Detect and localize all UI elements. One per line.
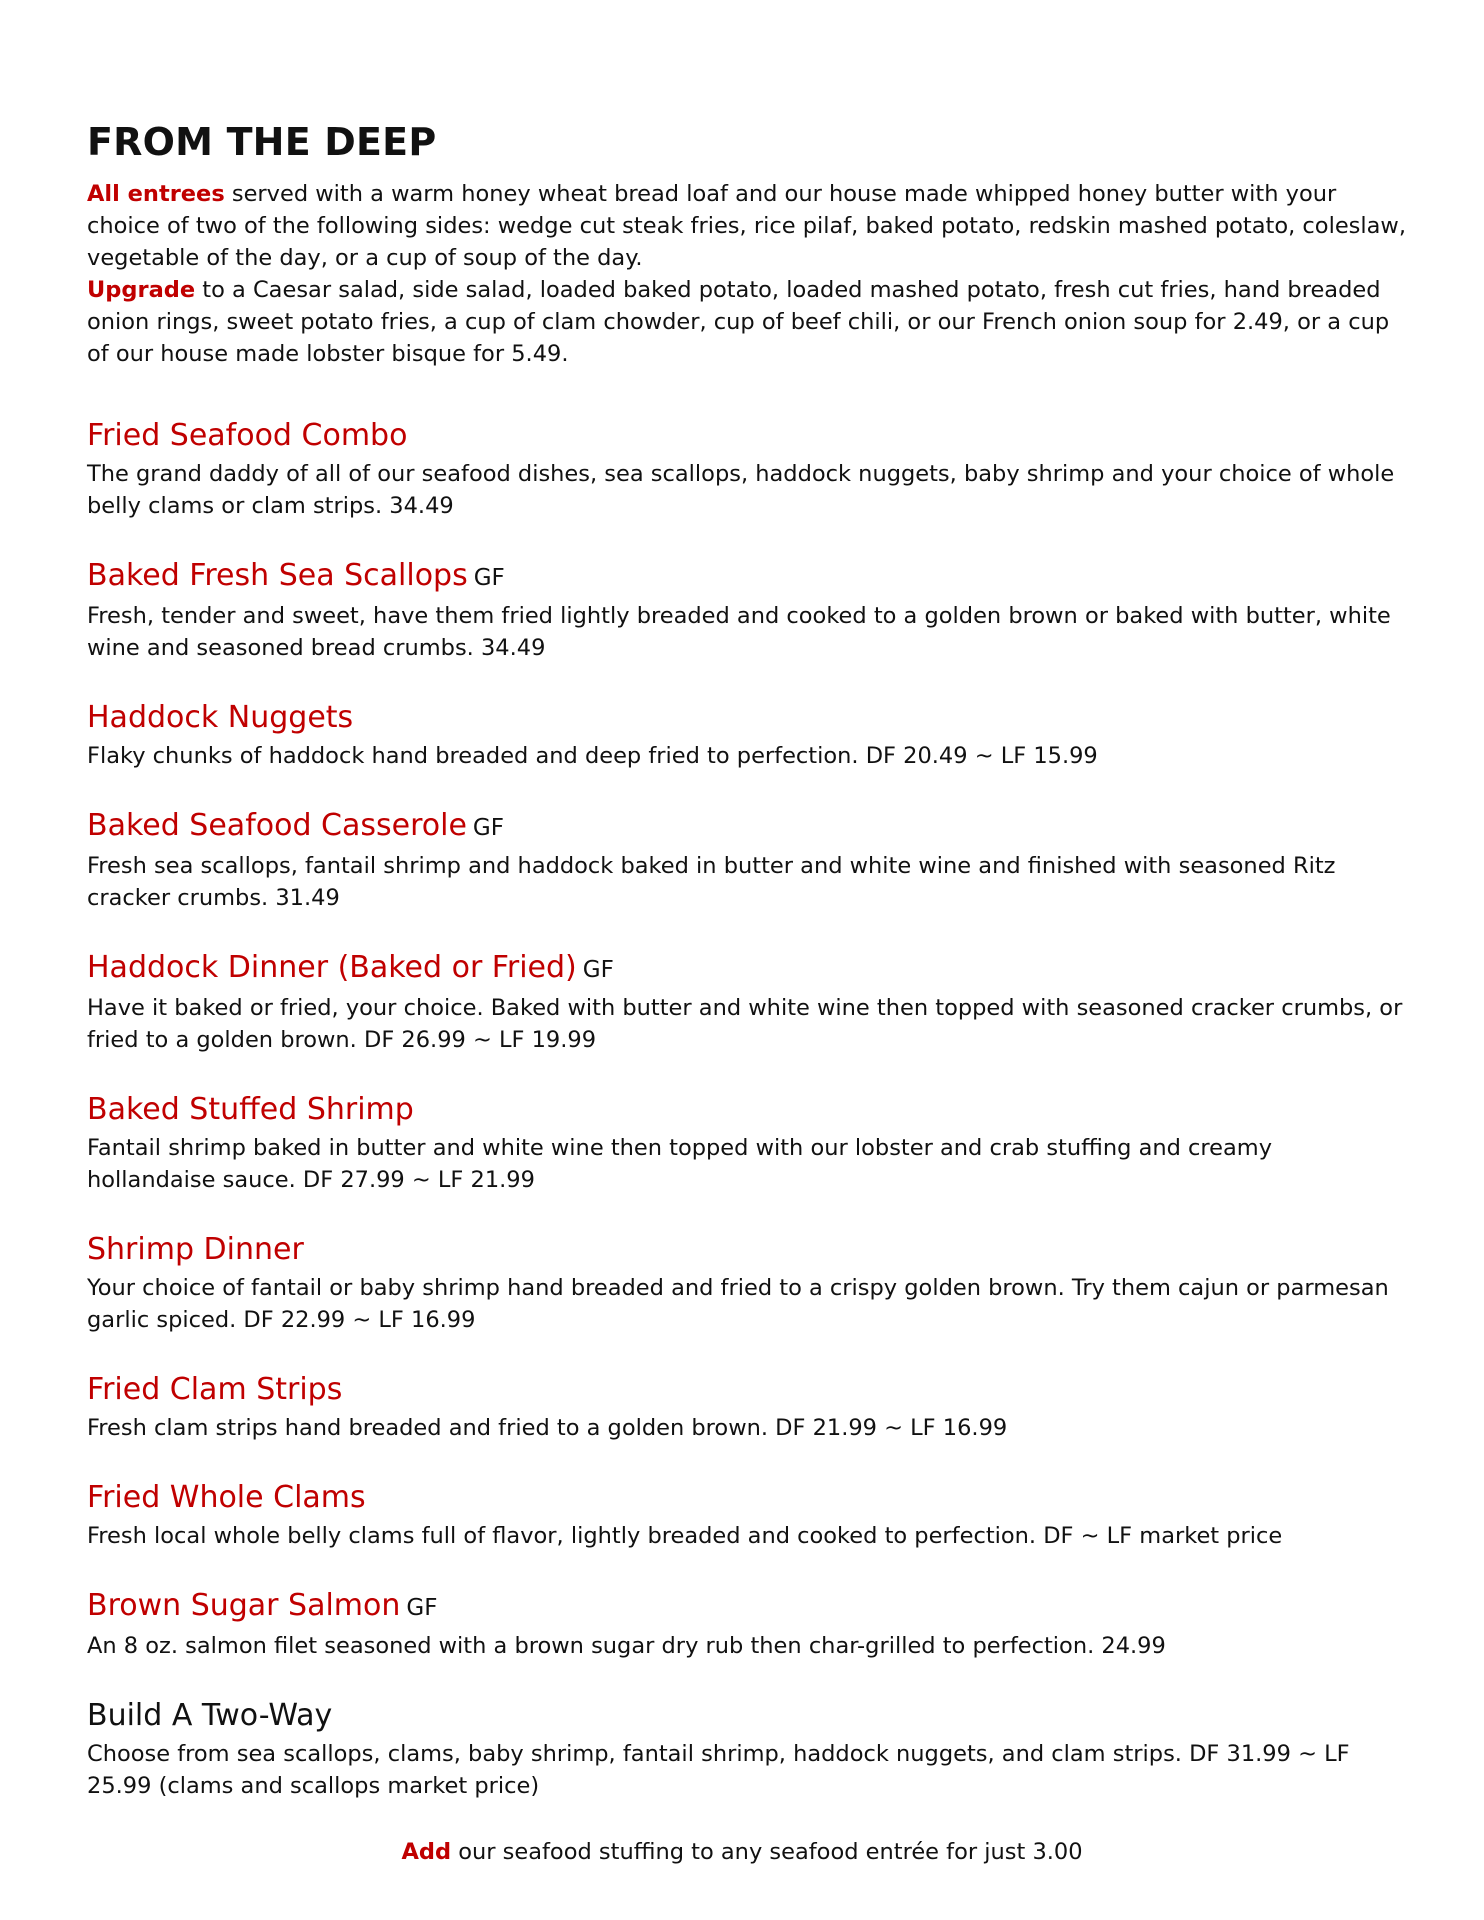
item-name: Fried Seafood Combo: [87, 418, 408, 453]
item-title: [87, 1696, 1407, 1736]
item-name: Build A Two-Way: [87, 1698, 333, 1733]
footer-text: our seafood stuffing to any seafood entrée for just 3.00: [451, 1839, 1083, 1865]
item-name: Haddock Nuggets: [87, 700, 354, 735]
item-name: Shrimp Dinner: [87, 1232, 304, 1267]
item-title: [87, 1478, 1407, 1518]
gluten-free-tag: GF: [472, 815, 504, 841]
item-name: Baked Seafood Casserole: [87, 808, 467, 843]
menu-item-fried-whole-clams: [87, 1478, 1407, 1552]
item-title: [87, 1230, 1407, 1270]
item-title: [87, 948, 1407, 990]
item-title: [87, 416, 1407, 456]
menu-item-baked-stuffed-shrimp: [87, 1090, 1407, 1196]
menu-item-baked-fresh-sea-scallops: [87, 556, 1407, 664]
menu-items: [87, 416, 1407, 1802]
menu-item-shrimp-dinner: [87, 1230, 1407, 1336]
menu-item-brown-sugar-salmon: [87, 1586, 1407, 1662]
item-name: Baked Fresh Sea Scallops: [87, 558, 468, 593]
menu-item-fried-seafood-combo: [87, 416, 1407, 522]
item-name: Haddock Dinner (Baked or Fried): [87, 950, 577, 985]
menu-item-haddock-nuggets: [87, 698, 1407, 772]
menu-item-haddock-dinner: [87, 948, 1407, 1056]
item-name: Fried Whole Clams: [87, 1480, 366, 1515]
upgrade-lead: Upgrade: [87, 277, 196, 303]
item-title: [87, 806, 1407, 848]
upgrade-text: to a Caesar salad, side salad, loaded baked potato, loaded mashed potato, fresh cut fries, hand breaded onion rings, sweet potato fries, a cup of clam chowder, cup of beef chili, or our French onion soup for 2.49, or a cup of our house made lobster bisque for 5.49.: [87, 277, 1390, 367]
item-description: An 8 oz. salmon filet seasoned with a brown sugar dry rub then char-grilled to perfection. 24.99: [87, 1633, 1166, 1659]
menu-page: [87, 118, 1407, 1868]
item-description: Fantail shrimp baked in butter and white wine then topped with our lobster and crab stuffing and creamy hollandaise sauce. DF 27.99 ~ LF 21.99: [87, 1135, 1273, 1193]
entrees-text: served with a warm honey wheat bread loaf and our house made whipped honey butter with your choice of two of the following sides: wedge cut steak fries, rice pilaf, baked potato, redskin mashed potato, coleslaw, vegetable of the day, or a cup of soup of the day.: [87, 181, 1406, 271]
item-name: Baked Stuffed Shrimp: [87, 1092, 414, 1127]
menu-item-baked-seafood-casserole: [87, 806, 1407, 914]
item-title: [87, 1586, 1407, 1628]
entrees-note: [87, 178, 1407, 274]
item-description: Flaky chunks of haddock hand breaded and deep fried to perfection. DF 20.49 ~ LF 15.99: [87, 743, 1098, 769]
item-description: Fresh, tender and sweet, have them fried lightly breaded and cooked to a golden brown or baked with butter, white wine and seasoned bread crumbs. 34.49: [87, 603, 1391, 661]
upgrade-note: [87, 274, 1407, 370]
item-name: Brown Sugar Salmon: [87, 1588, 401, 1623]
gluten-free-tag: GF: [406, 1595, 438, 1621]
item-description: Your choice of fantail or baby shrimp hand breaded and fried to a crispy golden brown. Try them cajun or parmesan garlic spiced. DF 22.99 ~ LF 16.99: [87, 1275, 1389, 1333]
menu-item-fried-clam-strips: [87, 1370, 1407, 1444]
intro-section: [87, 178, 1407, 370]
footer-lead: Add: [401, 1839, 452, 1865]
item-description: Fresh local whole belly clams full of flavor, lightly breaded and cooked to perfection. DF ~ LF market price: [87, 1523, 1283, 1549]
menu-item-build-a-two-way: [87, 1696, 1407, 1802]
footer-note: [87, 1836, 1397, 1868]
item-name: Fried Clam Strips: [87, 1372, 343, 1407]
item-description: The grand daddy of all of our seafood dishes, sea scallops, haddock nuggets, baby shrimp and your choice of whole belly clams or clam strips. 34.49: [87, 461, 1395, 519]
item-title: [87, 698, 1407, 738]
gluten-free-tag: GF: [473, 565, 505, 591]
item-title: [87, 556, 1407, 598]
entrees-lead: All entrees: [87, 181, 225, 207]
item-title: [87, 1370, 1407, 1410]
item-description: Fresh sea scallops, fantail shrimp and haddock baked in butter and white wine and finished with seasoned Ritz cracker crumbs. 31.49: [87, 853, 1336, 911]
item-description: Choose from sea scallops, clams, baby shrimp, fantail shrimp, haddock nuggets, and clam strips. DF 31.99 ~ LF 25.99 (clams and scallops market price): [87, 1741, 1350, 1799]
gluten-free-tag: GF: [582, 957, 614, 983]
item-description: Have it baked or fried, your choice. Baked with butter and white wine then topped with seasoned cracker crumbs, or fried to a golden brown. DF 26.99 ~ LF 19.99: [87, 995, 1403, 1053]
page-title: FROM THE DEEP: [87, 120, 437, 164]
item-title: [87, 1090, 1407, 1130]
item-description: Fresh clam strips hand breaded and fried to a golden brown. DF 21.99 ~ LF 16.99: [87, 1415, 1008, 1441]
